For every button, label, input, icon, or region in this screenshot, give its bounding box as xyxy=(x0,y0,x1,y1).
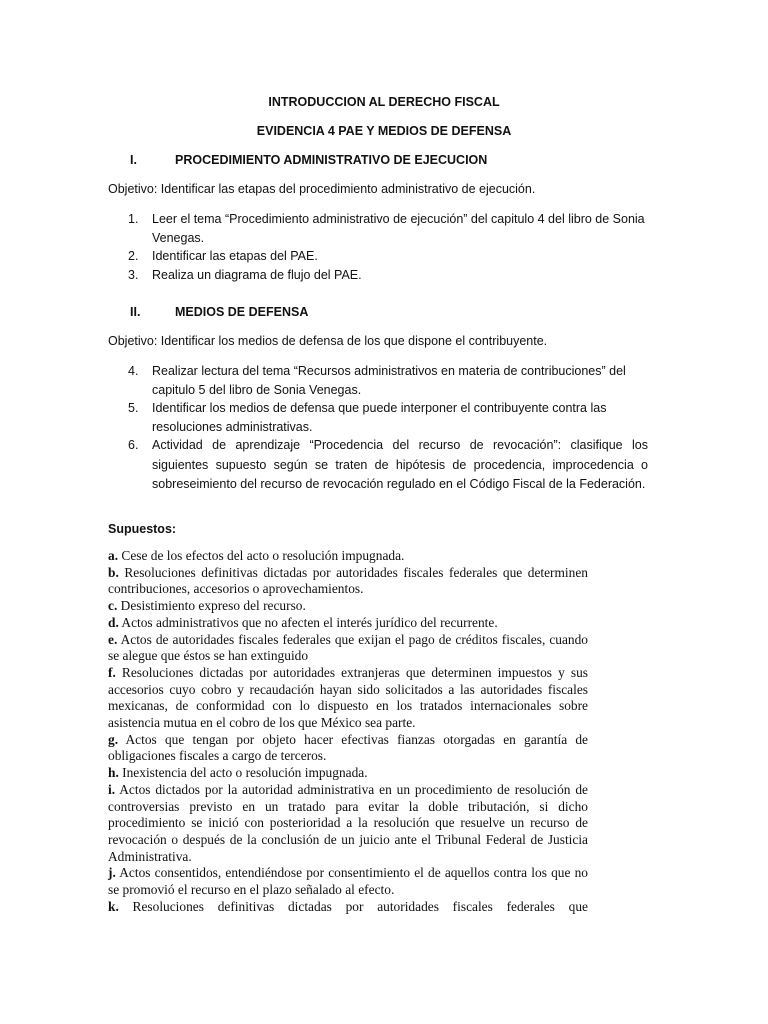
document-subtitle: EVIDENCIA 4 PAE Y MEDIOS DE DEFENSA xyxy=(256,124,512,138)
task-list-1 xyxy=(128,210,648,284)
supuesto-letter: k. xyxy=(108,898,119,914)
section-number: II. xyxy=(130,305,141,319)
document-title: INTRODUCCION AL DERECHO FISCAL xyxy=(268,95,500,109)
supuesto-text: Actos que tengan por objeto hacer efectivas fianzas otorgadas en garantía de obligaciones fiscales a cargo de terceros. xyxy=(108,731,589,764)
list-item xyxy=(128,266,648,285)
supuesto-letter: g. xyxy=(108,731,119,747)
item-text: Actividad de aprendizaje “Procedencia del recurso de revocación”: clasifique los siguientes supuesto según se traten de hipótesis de procedencia, improcedencia o sobreseimiento del recurso de revocación regulado en el Código Fiscal de la Federación. xyxy=(152,438,648,491)
item-number: 6. xyxy=(128,438,139,452)
supuesto-letter: a. xyxy=(108,548,119,563)
supuesto-text: Resoluciones definitivas dictadas por autoridades fiscales federales que determinen contribuciones, accesorios o aprovechamientos. xyxy=(108,564,588,597)
supuesto-item xyxy=(108,565,588,598)
item-number: 1. xyxy=(128,212,139,226)
supuesto-letter: c. xyxy=(108,598,118,614)
section-title: PROCEDIMIENTO ADMINISTRATIVO DE EJECUCION xyxy=(175,153,488,167)
supuesto-letter: e. xyxy=(108,631,118,647)
supuesto-letter: b. xyxy=(108,564,119,580)
supuesto-letter: h. xyxy=(108,765,119,781)
objective-1: Objetivo: Identificar las etapas del procedimiento administrativo de ejecución. xyxy=(108,182,536,196)
list-item xyxy=(128,436,648,495)
item-text: Realiza un diagrama de flujo del PAE. xyxy=(152,267,362,282)
supuesto-item xyxy=(108,598,588,615)
list-item xyxy=(128,362,648,399)
supuesto-text: Actos dictados por la autoridad administrativa en un procedimiento de resolución de controversias previsto en un tratado para evitar la doble tributación, si dicho procedimiento se inició con posterioridad a la resolución que resuelve un recurso de revocación o después de la conclusión de un juicio ante el Tribunal Federal de Justicia Administrativa. xyxy=(108,781,588,864)
item-text: Identificar las etapas del PAE. xyxy=(152,249,318,263)
supuesto-item xyxy=(108,765,588,782)
supuesto-letter: f. xyxy=(108,664,116,680)
supuesto-item xyxy=(108,548,588,565)
supuesto-item xyxy=(108,732,588,765)
supuestos-list xyxy=(108,548,588,915)
supuesto-text: Resoluciones dictadas por autoridades extranjeras que determinen impuestos y sus accesorios cuyo cobro y recaudación hayan sido solicitados a las autoridades fiscales mexicanas, de conformidad con lo dispuesto en los tratados internacionales sobre asistencia mutua en el cobro de los que México sea parte. xyxy=(108,664,588,731)
supuesto-text: Actos administrativos que no afecten el interés jurídico del recurrente. xyxy=(121,614,498,630)
supuesto-item xyxy=(108,615,588,632)
supuesto-item xyxy=(108,899,588,916)
supuesto-item xyxy=(108,865,588,898)
supuesto-text: Actos consentidos, entendiéndose por consentimiento el de aquellos contra los que no se promovió el recurso en el plazo señalado al efecto. xyxy=(108,865,588,898)
supuesto-letter: j. xyxy=(108,865,116,881)
supuestos-label: Supuestos: xyxy=(108,522,177,536)
section-heading-2 xyxy=(130,305,308,319)
supuesto-item xyxy=(108,782,588,866)
item-text: Identificar los medios de defensa que puede interponer el contribuyente contra las resoluciones administrativas. xyxy=(152,401,607,434)
item-number: 4. xyxy=(128,364,139,378)
objective-2: Objetivo: Identificar los medios de defensa de los que dispone el contribuyente. xyxy=(108,334,548,348)
list-item xyxy=(128,247,648,266)
supuesto-text: Inexistencia del acto o resolución impugnada. xyxy=(122,765,368,781)
section-number: I. xyxy=(130,153,137,167)
section-heading-1 xyxy=(130,153,487,167)
task-list-2 xyxy=(128,362,648,495)
supuesto-text: Desistimiento expreso del recurso. xyxy=(120,598,306,614)
item-number: 5. xyxy=(128,401,139,415)
supuesto-letter: i. xyxy=(108,781,116,797)
item-number: 3. xyxy=(128,267,139,282)
supuesto-letter: d. xyxy=(108,614,119,630)
list-item xyxy=(128,399,648,436)
list-item xyxy=(128,210,648,247)
supuesto-item xyxy=(108,632,588,665)
supuesto-text: Resoluciones definitivas dictadas por autoridades fiscales federales que xyxy=(132,898,588,914)
supuesto-text: Cese de los efectos del acto o resolución impugnada. xyxy=(121,548,405,563)
section-title: MEDIOS DE DEFENSA xyxy=(175,305,309,319)
item-number: 2. xyxy=(128,249,139,263)
item-text: Leer el tema “Procedimiento administrativo de ejecución” del capitulo 4 del libro de Sonia Venegas. xyxy=(152,212,645,245)
item-text: Realizar lectura del tema “Recursos administrativos en materia de contribuciones” del capitulo 5 del libro de Sonia Venegas. xyxy=(152,364,626,397)
supuesto-text: Actos de autoridades fiscales federales que exijan el pago de créditos fiscales, cuando se alegue que éstos se han extinguido xyxy=(108,631,588,664)
supuesto-item xyxy=(108,665,588,732)
